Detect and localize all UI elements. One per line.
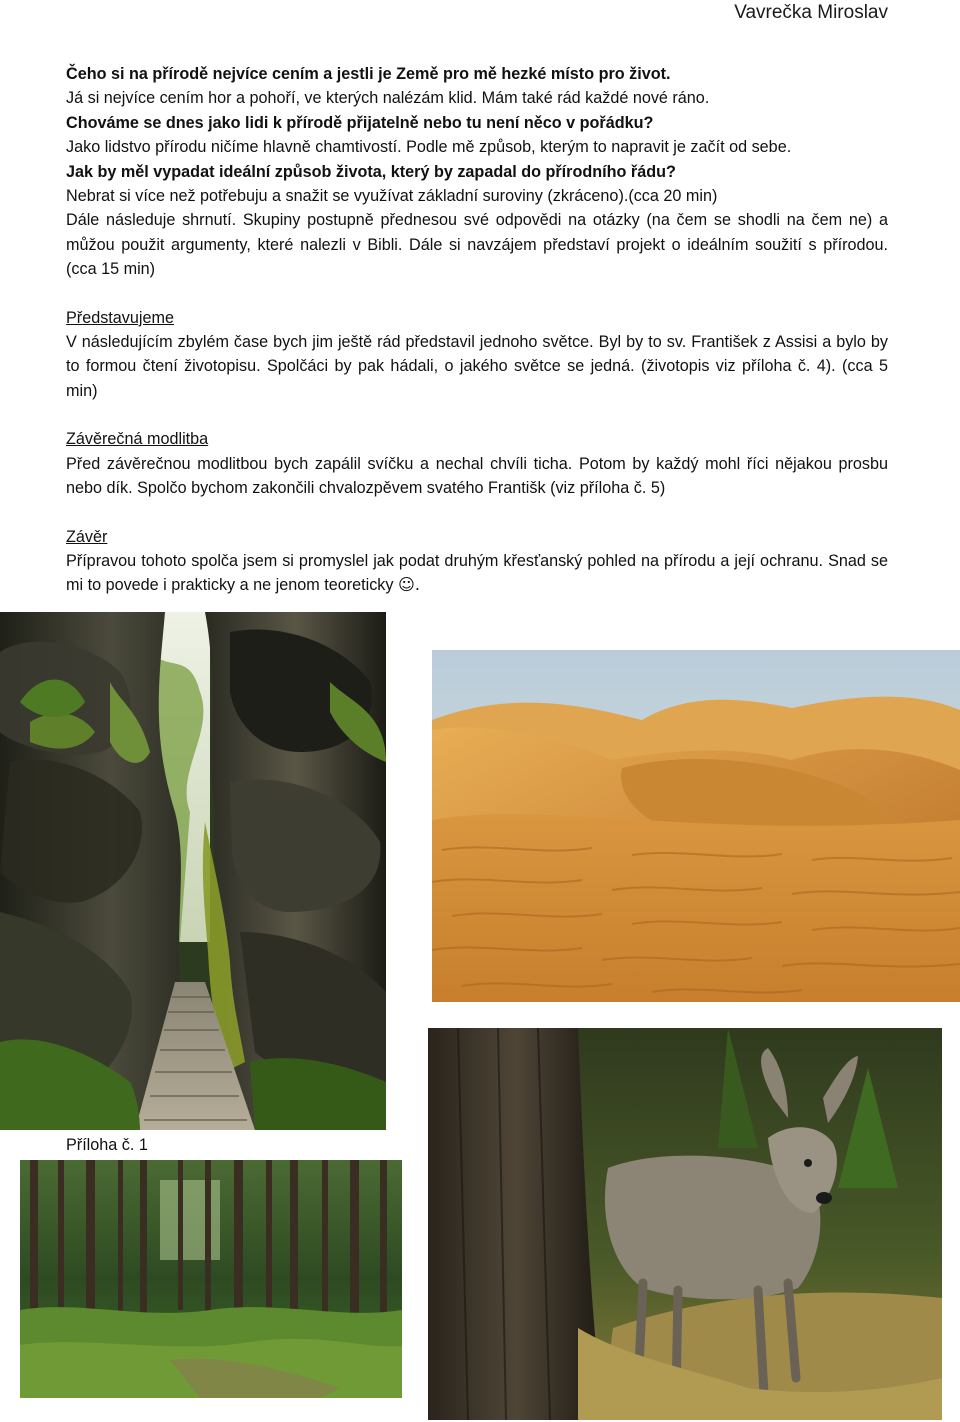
answer-ideal-life: Nebrat si více než potřebuju a snažit se využívat základní suroviny (zkráceno).(cca 20 min) (66, 187, 718, 206)
forest-photo (20, 1160, 402, 1398)
smiley-icon: ☺. (398, 575, 421, 595)
question-behavior: Chováme se dnes jako lidi k přírodě přijatelně nebo tu není něco v pořádku? (66, 113, 654, 132)
answer-behavior: Jako lidstvo přírodu ničíme hlavně chamtivostí. Podle mě způsob, kterým to napravit je začít od sebe. (66, 138, 792, 157)
summary-paragraph: Dále následuje shrnutí. Skupiny postupně přednesou své odpovědi na otázky (na čem se shodli na čem ne) a můžou použit argumenty, které nalezli v Bibli. Dále si navzájem představí projekt o ideálním soužití s přírodou. (cca 15 min) (66, 211, 888, 279)
section-text-zaver-body: Přípravou tohoto spolča jsem si promyslel jak podat druhým křesťanský pohled na přírodu a její ochranu. Snad se mi to povede i prakticky a ne jenom teoreticky (66, 551, 888, 595)
section-text-zaver (66, 549, 888, 598)
document-body (66, 62, 888, 598)
section-heading-modlitba: Závěrečná modlitba (66, 430, 209, 449)
answer-nature: Já si nejvíce cením hor a pohoří, ve kterých nalézám klid. Mám také rád každé nové ráno. (66, 89, 710, 108)
desert-dunes-photo (432, 650, 960, 1002)
section-heading-predstavujeme: Představujeme (66, 308, 174, 327)
attachment-caption: Příloha č. 1 (66, 1136, 148, 1154)
rock-gorge-photo (0, 612, 386, 1130)
section-text-modlitba: Před závěrečnou modlitbou bych zapálil svíčku a nechal chvíli ticha. Potom by každý mohl říci nějakou prosbu nebo dík. Spolčo bychom zakončili chvalozpěvem svatého Františk (viz příloha č. 5) (66, 454, 888, 498)
header-author: Vavrečka Miroslav (734, 2, 888, 23)
deer-photo (428, 1028, 942, 1420)
section-heading-zaver: Závěr (66, 527, 108, 546)
question-ideal-life: Jak by měl vypadat ideální způsob života, který by zapadal do přírodního řádu? (66, 162, 676, 181)
section-text-predstavujeme: V následujícím zbylém čase bych jim ještě rád představil jednoho světce. Byl by to sv. František z Assisi a bylo by to formou čtení životopisu. Spolčáci by pak hádali, o jakého světce se jedná. (životopis viz příloha č. 4). (cca 5 min) (66, 333, 888, 400)
question-nature: Čeho si na přírodě nejvíce cením a jestli je Země pro mě hezké místo pro život. (66, 65, 671, 83)
